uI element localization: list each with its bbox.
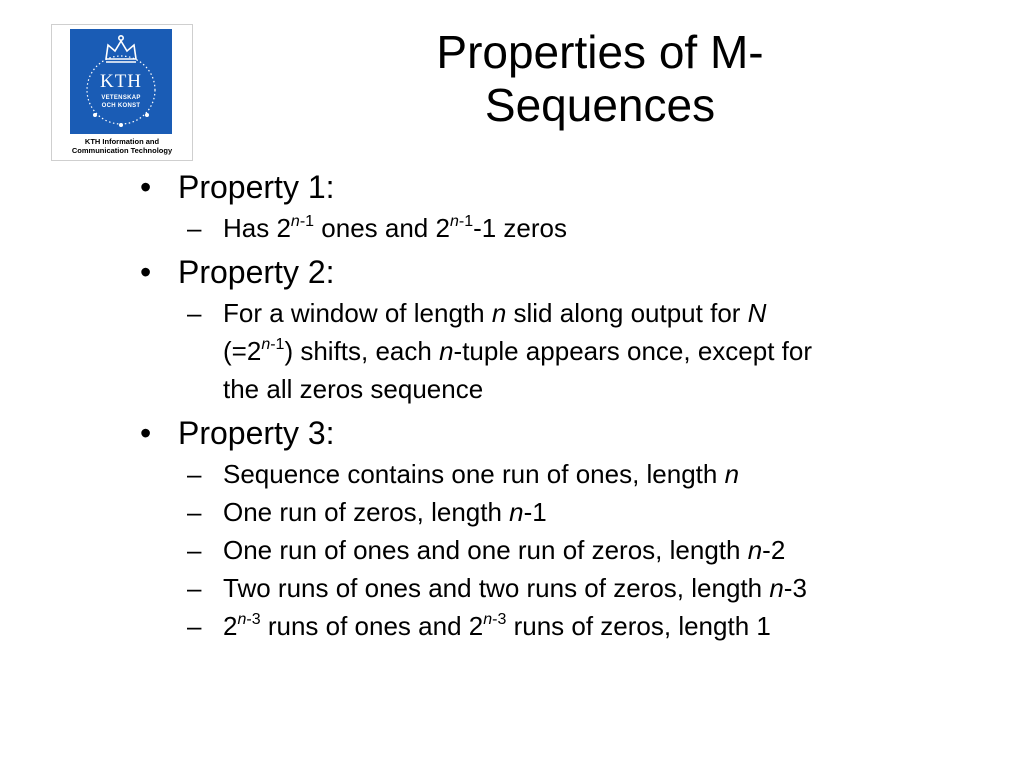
superscript [450,213,473,230]
variable: n [439,336,454,366]
variable: n [483,611,493,628]
text-run: ) shifts, each [284,336,440,366]
text-run: Two runs of ones and two runs of zeros, length [223,573,770,603]
text-run: ones and 2 [314,213,450,243]
title-line-1: Properties of M- [436,26,764,78]
text-run: the all zeros sequence [223,374,484,404]
text-run: Has 2 [223,213,291,243]
exponent-part: -1 [458,213,474,230]
logo-caption-line2: Communication Technology [71,146,173,155]
bullet-property-3 [140,414,1010,452]
slide-title [330,26,870,132]
text-run: runs of zeros, length 1 [506,611,771,641]
sub-bullet [140,607,1010,645]
dash-marker: – [187,535,202,565]
text-run: One run of ones and one run of zeros, length [223,535,748,565]
text-run: For a window of length [223,298,492,328]
text-run: Sequence contains one run of ones, length [223,459,725,489]
variable: n [237,611,247,628]
dash-marker: – [187,573,202,603]
kth-wordmark: KTH [99,71,143,92]
superscript [483,611,506,628]
dash-marker: – [187,298,202,328]
variable: n [491,298,507,328]
superscript [237,611,260,628]
text-run: runs of ones and 2 [260,611,484,641]
logo-caption-line1: KTH Information and [84,137,160,146]
variable: n [290,213,300,230]
exponent-part: -1 [299,213,315,230]
text-run: slid along output for [506,298,748,328]
text-run: -1 [523,497,547,527]
kth-logo-emblem [70,29,172,134]
kth-logo [51,24,193,161]
title-line-2: Sequences [484,79,716,131]
dash-marker: – [187,497,202,527]
superscript [261,336,284,353]
exponent-part: -1 [270,336,285,353]
sub-bullet [140,531,1010,569]
exponent-part: -3 [246,611,261,628]
dash-marker: – [187,611,202,641]
text-run: (=2 [223,336,262,366]
variable: n [449,213,459,230]
variable: n [261,336,271,353]
sub-bullet [140,209,1010,247]
bullet-dot: • [140,415,152,451]
variable: n [769,573,784,603]
bullet-dot: • [140,169,152,205]
kth-motto-1: VETENSKAP [101,95,141,101]
text-run: -1 zeros [473,213,568,243]
property-heading: Property 3: [178,415,335,451]
bullet-dot: • [140,254,152,290]
property-heading: Property 1: [178,169,335,205]
variable: n [724,459,740,489]
variable: n [747,535,763,565]
kth-motto-2: OCH KONST [101,103,141,109]
sub-bullet [140,294,1010,408]
variable: N [747,298,767,328]
bullet-property-2 [140,253,1010,291]
sub-bullet [140,493,1010,531]
text-run: -2 [762,535,786,565]
text-run: One run of zeros, length [223,497,510,527]
text-run: -tuple appears once, except for [453,336,812,366]
slide-body [140,168,1010,645]
sub-bullet [140,455,1010,493]
text-run: 2 [223,611,238,641]
variable: n [509,497,524,527]
sub-bullet [140,569,1010,607]
dash-marker: – [187,213,202,243]
property-heading: Property 2: [178,254,335,290]
superscript [291,213,314,230]
dash-marker: – [187,459,202,489]
text-run: -3 [783,573,807,603]
exponent-part: -3 [492,611,507,628]
bullet-property-1 [140,168,1010,206]
logo-caption [54,137,190,155]
